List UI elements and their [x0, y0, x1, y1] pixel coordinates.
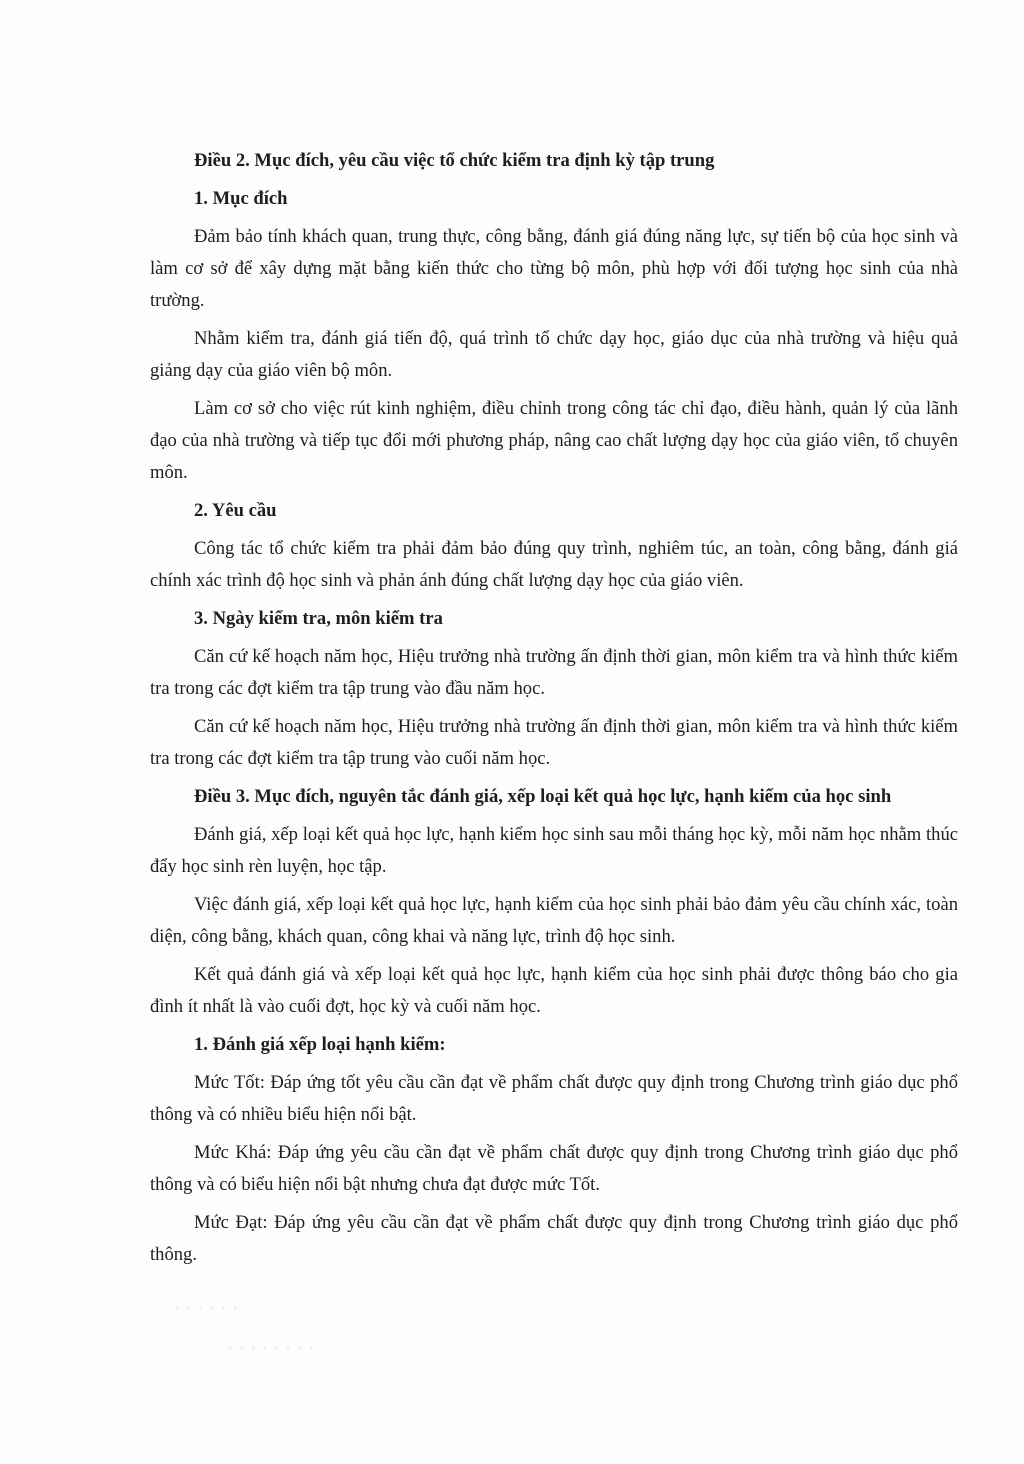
paragraph: Kết quả đánh giá và xếp loại kết quả học lực, hạnh kiểm của học sinh phải được thông báo cho gia đình ít nhất là vào cuối đợt, học kỳ và cuối năm học. [150, 964, 958, 1017]
paragraph: Mức Khá: Đáp ứng yêu cầu cần đạt về phẩm chất được quy định trong Chương trình giáo dục phổ thông và có biểu hiện nổi bật nhưng chưa đạt được mức Tốt. [150, 1142, 958, 1195]
paragraph: Nhằm kiểm tra, đánh giá tiến độ, quá trình tổ chức dạy học, giáo dục của nhà trường và hiệu quả giảng dạy của giáo viên bộ môn. [150, 328, 958, 381]
document-body [150, 145, 958, 1277]
paragraph: Căn cứ kế hoạch năm học, Hiệu trưởng nhà trường ấn định thời gian, môn kiểm tra và hình thức kiểm tra trong các đợt kiểm tra tập trung vào cuối năm học. [150, 716, 958, 769]
section-conduct-heading: 1. Đánh giá xếp loại hạnh kiểm: [194, 1034, 446, 1055]
paragraph: Căn cứ kế hoạch năm học, Hiệu trưởng nhà trường ấn định thời gian, môn kiểm tra và hình thức kiểm tra trong các đợt kiểm tra tập trung vào đầu năm học. [150, 646, 958, 699]
section-requirements-heading: 2. Yêu cầu [194, 500, 277, 521]
paragraph: Đảm bảo tính khách quan, trung thực, công bằng, đánh giá đúng năng lực, sự tiến bộ của học sinh và làm cơ sở để xây dựng mặt bằng kiến thức cho từng bộ môn, phù hợp với đối tượng học sinh của nhà trường. [150, 226, 958, 311]
paragraph: Làm cơ sở cho việc rút kinh nghiệm, điều chỉnh trong công tác chỉ đạo, điều hành, quản lý của lãnh đạo của nhà trường và tiếp tục đổi mới phương pháp, nâng cao chất lượng dạy học của giáo viên, tổ chuyên môn. [150, 398, 958, 483]
paragraph: Đánh giá, xếp loại kết quả học lực, hạnh kiểm học sinh sau mỗi tháng học kỳ, mỗi năm học nhằm thúc đẩy học sinh rèn luyện, học tập. [150, 824, 958, 877]
faded-scan-artifact: · · · · · · [175, 1300, 240, 1315]
paragraph: Mức Đạt: Đáp ứng yêu cầu cần đạt về phẩm chất được quy định trong Chương trình giáo dục phổ thông. [150, 1212, 958, 1265]
section-exam-date-heading: 3. Ngày kiểm tra, môn kiểm tra [194, 608, 443, 629]
section-purpose-heading: 1. Mục đích [194, 188, 288, 209]
article-2-title: Điều 2. Mục đích, yêu cầu việc tổ chức kiểm tra định kỳ tập trung [194, 150, 715, 171]
paragraph: Công tác tổ chức kiểm tra phải đảm bảo đúng quy trình, nghiêm túc, an toàn, công bằng, đánh giá chính xác trình độ học sinh và phản ánh đúng chất lượng dạy học của giáo viên. [150, 538, 958, 591]
paragraph: Mức Tốt: Đáp ứng tốt yêu cầu cần đạt về phẩm chất được quy định trong Chương trình giáo dục phổ thông và có nhiều biểu hiện nổi bật. [150, 1072, 958, 1125]
faded-scan-artifact: · · · · · · · · [228, 1340, 316, 1355]
article-3-title: Điều 3. Mục đích, nguyên tắc đánh giá, xếp loại kết quả học lực, hạnh kiểm của học sinh [194, 786, 892, 807]
paragraph: Việc đánh giá, xếp loại kết quả học lực, hạnh kiểm của học sinh phải bảo đảm yêu cầu chính xác, toàn diện, công bằng, khách quan, công khai và năng lực, trình độ học sinh. [150, 894, 958, 947]
